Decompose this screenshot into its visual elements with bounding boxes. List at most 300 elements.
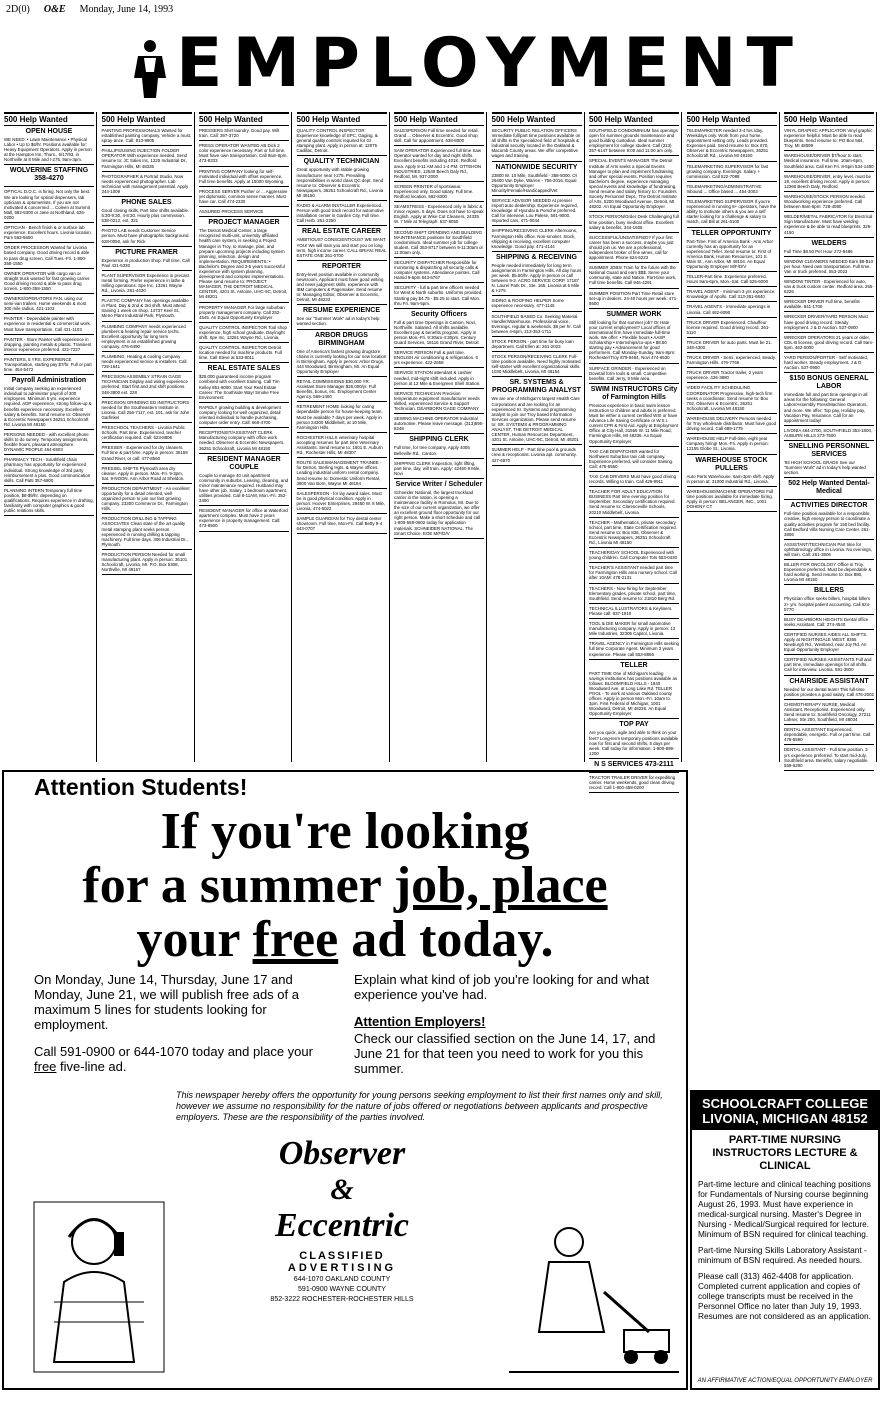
classified-ad [297, 261, 387, 306]
classified-ad [687, 272, 777, 287]
ad-text: PHILLIPS/USING INJECTION FOLDER OPERATOR With experience needed. Send resume to: JC Sales Inc, 1225 Industrial Dr., Farmington Hills, MI 48335 [101, 148, 188, 169]
classified-ad [394, 459, 484, 479]
classified-ad [102, 352, 192, 372]
ad-text: WAREHOUSE/STOCK PERSON needed. Woodworking experience preferred. Call between 9am-5pm: 728-4080 [784, 193, 866, 210]
ad-title: PICTURE FRAMER [115, 248, 178, 256]
ad-text: PRESSEL SHIFTS Plymouth area dry cleaner. Apply in person. Mon.-Fri. 9-3pm, Sat. 9-NOON. Ann Arbor Road at Sheldon. [101, 465, 185, 481]
ad-text: WRECKER DRIVER/YARD PERSON Must have good driving record. Steady employment. J & D Auction. 537-0900 [784, 314, 868, 330]
ad-text: TRUCK DRIVER - Semi, experienced, steady. Farmington Hills. 476-7766 [686, 355, 776, 366]
ad-text: QUALITY CONTROL INSPECTOR Experience knowledge of SPC, Gaging, & general quality controls required for GI stamping plant. Apply in person at: 12075 Cadillac, Detroit. [296, 128, 378, 154]
ad-title: $150 BONUS GENERAL LABOR [789, 375, 869, 391]
ad-text: SAMPLE GUARDIAN for Troy dental center showroom. Full time, Mon-Fri. Call Betty 9-4 643-0707 [296, 516, 383, 532]
notice-right-p2: Check our classified section on the June 14, 17, and June 21 for that teen you need to work for you this summer. [354, 1031, 656, 1076]
classified-ad [687, 434, 777, 454]
classified-ad [589, 639, 679, 659]
classified-ad [4, 243, 94, 268]
school-position-title: PART-TIME NURSING INSTRUCTORS LECTURE & CLINICAL [712, 1134, 858, 1172]
classified-ad [687, 368, 777, 383]
school-p1: Part-time lecture and clinical teaching positions for Fundamentals of Nursing course beginning August 26, 1993. Must have experience in medical-surgical nursing. Master's Degree in Nursing - Medical/Surgical required for lecture. Minimum of BSN required for clinical teaching. [698, 1179, 871, 1239]
ad-text: See our "Summer Work" ad in today's help wanted section. [296, 316, 380, 327]
ad-text: SPECIAL EVENTS MANAGER The Detroit Institute of Arts seeks a Special Events Manager to plan and implement fundraising and other special events. Position requires Bachelor's degree, experience managing special events and knowledge of fundraising. Send resume and salary history to: Founders Society Personnel Dept., The Detroit Institute of Arts, 5200 Woodward Avenue, Detroit, MI 48202. An Equal Opportunity Employer [589, 158, 677, 210]
ad-text: Full & part time Openings in Canton, Novi, Northville. Salaried. All shifts available. Excellent pay & benefits program. Apply in person Mon.-Fri. 9:30am-4:30pm. Century Guard Services, 18116 Grand River, Detroit [394, 319, 479, 346]
ad-text: WINDOW TINTER - Experienced for auto, van & truck custom center. Redford area. 255-6226 [784, 278, 874, 295]
column-heading: 500 Help Wanted [492, 112, 582, 126]
classified-column [587, 112, 682, 791]
classified-ad [394, 202, 484, 227]
classified-ad [4, 294, 94, 314]
classified-ad [589, 233, 679, 263]
ad-text: PHOTOGRAPHER & Portrait Studio. Now needs experienced photographer. Lab technician with management potential. Apply 344-1009 [101, 173, 189, 194]
classified-ad [589, 309, 679, 364]
classified-ad [589, 584, 679, 604]
classified-ad [784, 312, 874, 332]
classified-ad [199, 303, 289, 323]
ad-text: TEACHER/DAY SCHOOL Experienced with young children. Call Computer Tots 553-0430 [589, 550, 678, 561]
observer-eccentric-logo [182, 1136, 502, 1305]
classified-ad [687, 338, 777, 353]
ad-title: REPORTER [322, 262, 361, 270]
classified-ad [589, 156, 679, 212]
classified-ad [784, 615, 874, 630]
classified-ad [492, 312, 582, 337]
ad-title: QUALITY TECHNICIAN [303, 158, 380, 166]
ad-text: We are one of Michigan's largest Health Care Corporations and are looking for an experienced Sr. Systems and programming analyst to join our Troy based Information Services organization. Please send resume to: SR. SYSTEMS & PROGRAMMING ANALYST, THE DETROIT MEDICAL CENTER, Human Resources Department, 4201 St. Antoine, UHC-9C, Detroit, MI 48201 [491, 396, 580, 443]
ad-title: SR. SYSTEMS & PROGRAMMING ANALYST [492, 379, 581, 395]
ad-title: TELLER [620, 661, 648, 669]
classified-ad [589, 126, 679, 156]
ad-title: Service Writer / Scheduler [395, 480, 483, 488]
ad-text: The Detroit Medical Center, a large recognized multi-unit, university affiliated health care system, is seeking a Project Manager in Troy, to manage, plan, and prepare upcoming projects including system planning, selection, design and implementation. REQUIREMENTS: • Bachelor's Degree and 3-5 years successful experience with system planning, development and complex implementations. Please send resume to: PROJECT MANAGER, THE DETROIT MEDICAL CENTER, 4201 St. Antoine, UHC-9C, Detroit, MI 48201 [199, 228, 288, 300]
school-body [692, 1177, 878, 1323]
ad-text: Full Time $8.50 Per Hour 272-9486 [784, 248, 853, 254]
ad-text: RECEPTIONIST/ASSISTANT CLERK Manufacturing company with office work needed. Observer & Eccentric Newspapers, 36251 Schoolcraft, Livonia MI 48150 [199, 430, 285, 451]
ad-text: PRODUCTION PERSON Needed for small manufacturing plant. Apply in person: 36101 Schoolcraft, Livonia, MI. P.O. Box 5308, Northville, MI 48167 [101, 551, 188, 573]
ad-text: WRECKER OPERATORS 21 years or older, CDL-B license, good driving record. Call 9am-5pm. 462-0000 [784, 334, 874, 350]
ad-text: PLASTIC COMPANY has openings available in Plant. Day & 2nd & 3rd shift. Must attend training 1 week on shop. 14737 Keel St., Metro Plant Industrial Park, Plymouth. [101, 298, 189, 319]
banner-title: EMPLOYMENT [176, 24, 803, 103]
classified-ad [687, 353, 777, 368]
ad-text: STOCK PERSON/Order Desk Challenging full time position, busy medical office. Excellent salary & benefits. 344-1606 [589, 214, 679, 230]
ad-text: PAINTER - Store Painter with experience in drapping, painting metals & plastic. Transient interior experience preferred. 422-7227 [4, 336, 92, 352]
ad-text: TRAVEL AGENTS - Immediate openings in Livonia. Call 462-6090 [686, 304, 771, 315]
classified-ad [102, 372, 192, 397]
ad-text: SUMMER HELP - Part time pool & grounds crew & receptionist. Livonia apt. community. 427-6970 [491, 447, 577, 463]
ad-text: Physician office seeks billers, hospital billers 2+ yrs. hospital patient accounting. Call 624-5770 [784, 596, 871, 612]
classified-ad [589, 447, 679, 472]
ad-text: SECURITY - full & part time officers needed for West & North suburbs. Uniforms provided. Starting pay $4.75 - $5.25 to start. Call Mon. thru Fri. 9am-5pm. [394, 285, 483, 306]
classified-ad [102, 322, 192, 352]
ad-text: RETIREMENT HOME looking for caring dependable person for house-keeping team. Must be available 7 days per week. Apply in person 24300 Middlebelt, at 10 Mile, Farmington Hills. [296, 404, 383, 430]
ad-text: WAREHOUSE/DRIVER $7/hour to start. Medical insurance. Full time. 10am-6pm, Southfield area. Call Ken Fri. 8-5pm 534-1480 [784, 153, 874, 169]
notice-left-p1: On Monday, June 14, Thursday, June 17 and Monday, June 21, we will publish free ads of a maximum 5 lines for students looking for employment. [34, 972, 299, 1032]
ad-text: SURFACE GRINDER - Experienced on Dovetail form tools & small. Competitive benefits. Call Jerry, 9 Mile area. [589, 365, 667, 381]
classified-column [392, 112, 487, 762]
ad-text: PLANT SUPERVISOR Experience in precast metal forming. Prefer experience in lathe & milling operations. Spe Inc, 13261 Wayne Rd., Livonia. 261-4430 [101, 272, 189, 294]
school-header [692, 1092, 878, 1130]
ad-title: TELLER OPPORTUNITY [691, 229, 772, 237]
classified-ad [4, 335, 94, 355]
ad-title: OPEN HOUSE [25, 128, 73, 135]
ad-text: SALESPERSON - for lay award sales. Must be in good physical condition. Apply in person: Hoover Enterprises, 29450 W. 8 Mile, Livonia. 474-6022 [296, 490, 386, 511]
ad-text: BUSY DEARBORN HEIGHTS Dental office seeks Assistant. Call: 274-4540 [784, 616, 869, 627]
classified-ad [394, 309, 484, 348]
ad-title: REAL ESTATE SALES [207, 365, 281, 373]
ad-title: SHIPPING CLERK [409, 436, 469, 444]
ad-text: TAXI CAB DRIVERS Must have good driving records. Willing to train. Call 429-9911 [589, 473, 677, 485]
ad-text: WINDOW CLEANERS NEEDED Earn $8-$10 per hour. Need own transportation. Full time. Van or truck preferred. 553-2023 [784, 258, 874, 274]
student-on-phone-illustration [24, 1192, 174, 1382]
classified-ad [199, 217, 289, 302]
ad-text: '93 HIGH SCHOOL GRADS See our "Summer Work" ad in today's help wanted section. [784, 460, 866, 476]
classified-ad [492, 252, 582, 297]
ad-text: OPTICIAN - Bench finish & or surface lab experience. Excellent hours. Livonia location. Pam 563-5600 [4, 225, 92, 241]
classified-ad [4, 223, 94, 243]
ad-text: PRESSERS Shirt laundry. Good pay. Will train. Call: 397-3720 [199, 128, 280, 139]
ad-text: DENTAL ASSISTANT Experienced, dependable, energetic. Full or part time. Call 478-5590 [784, 727, 871, 743]
column-heading: 500 Help Wanted [589, 112, 679, 126]
classified-ad [297, 433, 387, 458]
notice-disclaimer: This newspaper hereby offers the opportunity for young persons seeking employment to list their first names only and skill, however we assume no responsibility for the nature of jobs offered or negotiations between applicants and prospective employers. These are the responsibility of the parties involved. [176, 1090, 663, 1122]
ad-text: TOOL & DIE MAKER for small automotive manufacturing company. Apply in person: 12 Mile Industries, 32305 Capitol, Livonia. [589, 621, 676, 637]
brand-phone-oakland: 644-1070 OAKLAND COUNTY [293, 1276, 391, 1283]
classified-ad [492, 337, 582, 352]
classified-ad [102, 484, 192, 514]
ad-text: PART TIME One of Michigan's leading savings institutions has positions available as follows: BLOOMFIELD HILLS - 1840 Woodward Ave. at Long Lake Rd. TELLER POOL - To work at various Oakland county offices. Apply in person Mon.-Fri. 10am to 3pm. First Federal of Michigan, 1001 Woodward, Detroit, MI 48226. An Equal Opportunity Employer [589, 670, 678, 717]
ad-text: SALESPERSON Full time needed for retail. Grand ... Observer & Eccentric. Good shop skill. Call for appointment. 538-8000 [394, 128, 479, 144]
column-heading: 500 Help Wanted [199, 112, 289, 126]
ad-title: SUMMER WORK [606, 310, 662, 318]
classified-ad [102, 550, 192, 575]
classified-ad [394, 368, 484, 388]
ad-text: SEWING MACHINE OPERATOR Industrial automotive. Please leave message. (313)595-8248 [394, 416, 484, 432]
ad-title: ACTIVITIES DIRECTOR [790, 502, 868, 510]
classified-ad [784, 540, 874, 560]
notice-employers-heading: Attention Employers! [354, 1014, 486, 1029]
notice-right-column [354, 972, 674, 1088]
classified-ad [492, 296, 582, 311]
classified-ad [102, 197, 192, 226]
school-p2: Part-time Nursing Skills Laboratory Assistant - minimum of BSN required. As needed hours. [698, 1245, 867, 1265]
classified-ad [784, 478, 874, 500]
ad-title: 502 Help Wanted Dental-Medical [788, 480, 870, 496]
ad-text: ROCHESTER HILLS veterinary hospital accepting resumes for part time Veterinary Assistants. Send resume to: 1601 E. Auburn Rd., Rochester Hills, MI 48307 [296, 434, 383, 456]
classified-ad [687, 162, 777, 182]
classified-ad [199, 363, 289, 402]
ad-text: SERVICE TECHNICIAN Precision temperature equipment manufacturer needs skilled, experienced Service & Support Technician. DEARBORN GAGE COMPANY [394, 390, 480, 412]
classified-ad [784, 373, 874, 426]
notice-kicker: Attention Students! [34, 774, 248, 800]
classified-ad [297, 126, 387, 156]
ad-text: PLUMBING COMPANY needs experienced plumbers & heating repair service techs. Excellent opportunity for long term employment in an established growing company. 476-6490 [101, 323, 186, 349]
classified-ad [784, 238, 874, 257]
classified-ad [784, 333, 874, 353]
classified-ad [784, 151, 874, 171]
ad-text: RADIO & ALARM INSTALLER Experienced. Person with good track record for automotive installation center in Garden City. Full time. Call Herb. 261-2250 [296, 203, 384, 224]
classified-ad [492, 126, 582, 162]
classified-ad [199, 403, 289, 428]
ad-text: Are you quick, agile and able to think on your feet? Long-term temporary positions available now for first and second shifts, 5 days per week. Call today for information: 1-800-899-1200 [589, 730, 679, 756]
ad-text: TELEMARKETING SUPERVISOR for fast growing company. Evenings. Salary + commission. Call 522-7088 [686, 163, 769, 179]
ad-title: SHIPPING & RECEIVING [496, 253, 577, 261]
classified-ad [589, 518, 679, 548]
classified-ad [394, 479, 484, 539]
ad-text: OWNERS/OPERATORS FAN, using our semi-van trailers. Home weekends & most 300 mile radius. 421-1103 [4, 296, 87, 312]
ad-text: TELEMARKETING/ADMINISTRATIVE Inbound ... Office based ... 454-3003 [686, 183, 762, 194]
classified-column [685, 112, 780, 762]
classified-ad [4, 486, 94, 516]
classified-ad [687, 383, 777, 413]
ad-text: QUALITY CONTROL INSPECTOR Tool shop experience, high school graduate. Day/night shift. Spe Inc, 13261 Wayne Rd., Livonia. [199, 324, 287, 340]
ad-title: WAREHOUSE STOCK PULLERS [695, 456, 768, 472]
ad-text: WE NEED: • Lawn Maintenance • Physical Labor • Up to $6/hr. Positions available for: Heavy Equipment Operators. Apply in person at the Hampton Inn, Thurs., 6/17/93, in Northville at 8 Mile and I-275, 9am-3pm. [4, 137, 92, 163]
ad-text: Full-time position available for a responsible, creative, high energy person to coordinate a quality activities program for 150 bed facility. Call Bedford Villa Nursing Care Center. 261-3806 [784, 511, 871, 537]
ad-title: N S SERVICES 473-2111 [594, 760, 674, 768]
lawn-mower-illustration [509, 1212, 679, 1382]
ad-text: ASSURED PROCESS SERVICE [199, 209, 264, 215]
classified-ad [687, 414, 777, 434]
ad-text: Part-Time. First of America Bank - Ann Arbor currently has an opportunity for an experienced Teller. Send resume to: First of America Bank, Human Resources, 101 S. Main St., Ann Arbor, MI 48104. An Equal Opportunity Employer M/F/D/V [686, 238, 773, 269]
classified-ad [297, 514, 387, 534]
classified-ad [102, 443, 192, 463]
classified-ad [394, 146, 484, 182]
ad-text: SERVICE STATION attendant & cashier needed, mid-night shift included. Apply in person at 12 Mile & Evergreen Shell Station. [394, 370, 481, 386]
classified-ad [589, 660, 679, 720]
ad-text: Good closing skills, Part time shifts available. 5:30-9:30, 4-8:30. Hourly plus commission. 538-0212, ext. 321 [101, 208, 190, 224]
notice-headline: If you're looking for a summer job, place your free ad today. [82, 803, 608, 968]
classified-column [782, 112, 877, 768]
ad-text: TEACHERS - Now hiring for September. Elementary grades, private school, part time, Southfield. Send resume to: 21810 Berg Rd. [589, 585, 677, 601]
classified-ad [102, 226, 192, 246]
ad-text: PLUMBING, Heating & cooling company needs experienced service & installers. Call 729-1641 [101, 354, 187, 370]
ad-text: PRESCHOOL TEACHERS - Livonia Public Schools. Part time. Experienced, teacher certification required. Call: 523-8806 [101, 425, 185, 441]
classified-ad [784, 676, 874, 700]
ad-text: ASSISTANT/TECHNICIAN Part time for ophthalmology office in Livonia. No evenings, will train. Call: 261-3806 [784, 541, 873, 557]
classified-ad [394, 182, 484, 202]
ad-text: TELEMARKETING SUPERVISOR If you're experienced in running 8+ operators, have the ability to motivate others & you are a self starter looking for a challenge & salary to match, call Bill at 261-6100 [686, 199, 777, 225]
classified-ad [102, 172, 192, 197]
column-heading: 500 Help Wanted [297, 112, 387, 126]
ad-text: PAINTERS, 5 YRS. EXPERIENCE Transportation, starting pay $7/hr. Full or part time. 454-5472 [4, 356, 92, 373]
ad-text: TRUCK DRIVER for auto parts. Must be 21. 348-4300 [686, 339, 772, 350]
classified-ad [297, 377, 387, 402]
ad-text: TRACTOR TRAILER DRIVER for expediting carrier. Home weekends, good clean driving record. Call 1-800-458-0200 [589, 774, 676, 791]
classified-ad [394, 434, 484, 458]
ad-text: 23800 W. 10 Mile, Southfield - 358-5000. Or 29400 Van Dyke, Warren - 756-2016. Equal Opportunity Employer Minority/Female/Handicapped/Vet [491, 172, 578, 193]
column-heading: 500 Help Wanted [394, 112, 484, 126]
ad-title: RESUME EXPERIENCE [302, 307, 381, 315]
ad-text: TAXI CAB DISPATCHER wanted for Northwest Suburban taxi cab company. Experience preferred, will consider training. Call: 476-5560 [589, 448, 674, 469]
column-heading: 500 Help Wanted [687, 112, 777, 126]
notice-right-p1: Explain what kind of job you're looking for and what experience you've had. [354, 972, 650, 1002]
classified-ad [687, 126, 777, 162]
classified-ad [4, 165, 94, 187]
classified-ad [394, 414, 484, 434]
ad-text: CHEMOTHERAPY NURSE, Medical Assistant, Receptionist. Experienced only. Send resume to: Southfield Oncology, 27211 Lahser, Ste 200, Southfield, MI 48034 [784, 701, 871, 723]
classified-column [100, 112, 195, 762]
ad-text: PAINTER - Dependable painter with experience in residential & commercial work. Must have transportation. Call 421-1103 [4, 316, 91, 332]
school-name: SCHOOLCRAFT COLLEGE [701, 1096, 869, 1111]
ad-text: PRINTING COMPANY looking for self-motivated individual with offset experience. Full time benefits. Apply at 15000 Wyoming. [199, 168, 285, 184]
notice-left-column [34, 972, 334, 1086]
ad-text: STOCK PERSON/RECEIVING CLERK Full-time position available. Need highly motivated self-starter with excellent organizational skills. 1030 Middlebelt, Livonia, MI 48154 [491, 354, 581, 375]
ad-text: RESIDENT MANAGER for office at Waterford apartment complex. Must have 2 years experience in property management. Call: 473-8500 [199, 508, 288, 529]
ad-text: PLANNING INTERN Temporary full time position, $8-$9/hr. depending on qualifications. Requires experience in drafting, familiarity with computer graphics & good public relations skills. [4, 487, 94, 514]
classified-ad [589, 364, 679, 384]
ad-text: WAREHOUSE/MACHINE OPERATORS Full time positions available for immediate hiring. Apply in person: BELANGER, INC., 1001 DOHENY CT [686, 488, 774, 509]
page-header [6, 4, 878, 18]
classified-ad [589, 487, 679, 517]
classified-ad [492, 377, 582, 445]
classified-ad [687, 228, 777, 273]
classified-ad [102, 423, 192, 443]
ad-text: SUCCESSFUL/UNSATISFIED? If your first career has been a success, maybe you just should join us. We are a professional, independent broker of fine wines, call for appointment. Phone 624-6223 [589, 234, 674, 261]
notice-left-p2: Call 591-0900 or 644-1070 today and place your free five-line ad. [34, 1044, 313, 1074]
ad-title: REAL ESTATE CAREER [302, 228, 381, 236]
classified-ad [4, 269, 94, 294]
classified-ad [199, 428, 289, 453]
classified-ad [4, 187, 94, 223]
classified-ad [102, 146, 192, 171]
ad-text: People needed immediately for long term assignments in Farmington Hills. All day hours per week. $5.50/hr. Apply in person or call between 9-3. ACRO SERVICE CORP. 17187 N. Laurel Park Dr., Ste. 165, Livonia at 6 Mile & I-275 [491, 262, 582, 294]
ad-title: Security Officers [410, 310, 468, 318]
classified-ad [784, 277, 874, 297]
ad-text: WAREHOUSE DELIVERY Persons needed for Troy wholesale distributor. Must have good driving record. Call 689-1775 [686, 415, 777, 432]
ad-title: PROJECT MANAGER [208, 219, 280, 227]
ad-text: SECOND SHIFT GRINDING AND BUILDING MAINTENANCE positions for Southfield condominium. Ideal summer job for college student. Call 353-8717 between 9-11:30am or 11:00am only. [394, 229, 484, 255]
classified-ad [4, 455, 94, 485]
schoolcraft-college-ad [690, 1090, 880, 1390]
ad-text: PHARMACY TECH - Southfield chain pharmacy has opportunity for experienced individual. Strong knowledge of 3rd party reimbursement a plus. Good communication skills. Call Patti 357-6800 [4, 457, 91, 483]
classified-ad [589, 472, 679, 487]
ad-text: Immediate full and part time openings in all areas for the following: General Labor/Assembly Press/Machine Operators, and more. We offer: Top pay, Holiday pay, Vacation Pay, Insurance. Call for an appointment today! [784, 392, 868, 423]
classified-ad [199, 454, 289, 507]
classified-ad [394, 258, 484, 283]
classified-ad [394, 126, 484, 146]
classified-ad [687, 287, 777, 302]
ad-text: SHIPPING/RECEIVING CLERK Afternoons, Farmington Hills office. Non-smoker. Stock, shipping & receiving, excellent computer knowledge. Good pay. 471-4144 [491, 228, 578, 249]
classified-ad [784, 212, 874, 237]
classified-ad [102, 126, 192, 146]
classified-ad [4, 126, 94, 165]
ad-text: CERTIFIED NURSES ASSISTANTS Full and part time, immediate openings for all shifts. Call for interview. Livonia. 591-3800 [784, 657, 872, 673]
ad-text: PAINTING PROFESSIONALS Wanted for established painting company. Vehicle a must, spray-ance. Call: 813-9905 [101, 128, 192, 144]
ad-title: TOP PAY [619, 721, 649, 729]
ad-text: DENTAL ASSISTANT - Full time position. 3 yrs experience preferred. To start mid-July. Southfield area. Benefits, salary negotiable. 559-6290 [784, 747, 869, 768]
paper-name: O&E [43, 4, 66, 15]
student-notice [2, 770, 688, 1390]
classified-ad [687, 182, 777, 197]
classified-ad [102, 464, 192, 484]
school-p3: Please call (313) 462-4408 for application. Completed current application and copies of college transcripts must be received in the Personnel Office no later than July 19, 1993. Resumes are not considered as an application. [698, 1271, 871, 1321]
ad-title: BILLERS [814, 587, 844, 595]
page-number: 2D(0) [6, 4, 30, 15]
classified-ad [492, 196, 582, 226]
classified-ad [492, 226, 582, 251]
ad-text: BILLER FOR ONCOLOGY Office in Troy. Experience preferred. Must be dependable & hard working. Send resume to: Box 880, Livonia MI 48150 [784, 562, 872, 583]
classified-ad [687, 302, 777, 317]
ad-text: SHIPPING CLERK Inspection, light lifting, part time, day, will train. Apply: 42460 9 Mile, Novi [394, 460, 481, 476]
classified-ad [784, 745, 874, 770]
classified-ad [199, 343, 289, 363]
ad-text: TRAVEL AGENT - minimum 3 yrs experience. Knowledge of Apollo. Call 313-351-6840 [686, 289, 776, 300]
classified-ad [492, 162, 582, 196]
school-footer: AN AFFIRMATIVE ACTION/EQUAL OPPORTUNITY EMPLOYER [697, 1378, 873, 1384]
classified-ad [784, 441, 874, 478]
ad-text: AMBITIOUS? CONSCIENTIOUS? WE WANT YOU! We will train you and start you on long term, high income career. CALL BRIAN: REAL ESTATE ONE 261-0700 [296, 237, 387, 258]
classified-ad [394, 228, 484, 258]
ad-text: One of America's fastest growing drugstore chains is currently looking for our new location in Birmingham. Apply in person: Arbor Drugs, 444 Woodward, Birmingham, MI. An Equal Opportunity Employer [296, 348, 387, 374]
ad-text: Great opportunity with stable growing manufacturer near I-275. Prevailing responsibilities in world class QC dept. Send resume to: Observer & Eccentric Newspapers, 36251 Schoolcraft Rd., Livonia MI 48150 [296, 167, 384, 198]
ad-text: VINYL GRAPHIC APPLICATOR Vinyl graphic experience helpful. Must be able to read blueprints. Send resume to: PO Box 564, Troy, MI 48099 [784, 128, 873, 149]
ad-text: TELLER-Part time. Experience preferred. Hours 9am-6pm, Mon.-Sat. Call 525-6000 [686, 274, 769, 285]
ad-text: PRESS OPERATOR WANTED AB Dick 2 color experience necessary. Part or full time. Must have own transportation. Call 9am-5pm. 473-8333 [199, 143, 288, 164]
ad-text: PHOTO LAB needs Customer Service person. Must have photographic background. 628-0050, ask for Rick [101, 228, 190, 244]
classified-ad [394, 283, 484, 308]
ad-title: PHONE SALES [121, 199, 172, 207]
classified-ad [297, 226, 387, 260]
classified-ad [199, 141, 289, 166]
classified-ad [297, 489, 387, 514]
classified-ad [4, 314, 94, 334]
classified-ad [589, 619, 679, 639]
ad-text: LIVONIA 464-2700, SOUTHFIELD 353-1800, AUBURN HILLS 373-7500 [784, 427, 873, 438]
brand-classified: CLASSIFIED [299, 1250, 385, 1262]
ad-title: WOLVERINE STAFFING 358-4270 [9, 167, 89, 183]
classified-ad [687, 197, 777, 227]
classified-ad [589, 289, 679, 309]
classified-ad [492, 445, 582, 465]
classified-ad [784, 655, 874, 675]
ad-text: OWNER OPERATOR with cargo van or straight truck wanted for fast growing carrier. Good driving record & able to pass drug screen. 1-800-358-1550 [4, 270, 91, 291]
ad-text: STOCK PERSON - part time for busy loan department. Call Ellen at: 261-2023 [491, 338, 574, 349]
classified-ad [687, 455, 777, 487]
ad-text: TELEMARKETER needed 3-4 hrs./day. Weekdays only. Work from your home. Appointment setting only. Leads provided. Expenses paid. Send resume to: Box 670, Observer & Eccentric Newspapers, 36251 Schoolcraft Rd., Livonia MI 48150 [686, 128, 769, 159]
classified-ad [297, 305, 387, 329]
brand-advertising: ADVERTISING [287, 1262, 397, 1274]
ad-text: SERVICE PERSON Full & part time. ENGLISH Air conditioning & refrigeration. 5 yrs experience. 422-2658 [394, 350, 478, 366]
classified-ad [589, 719, 679, 758]
classified-ad [102, 247, 192, 271]
ad-text: Needed for our dental team! This full-time position provides a good salary. Call 476-2002 [784, 686, 874, 697]
ad-text: Auto Parts Warehouse. 6am-3pm shift. Apply in person at: 31000 Industrial Rd., Livonia. [686, 473, 774, 484]
ad-text: OPTICAL D.O.C. is hiring. Not only the best. We are looking for optical dispensers, lab opticians & optometrists. If you are not motivated & concerned ... Coleen at Summit Mall, 682-5300 or Jane at Northland, 626-0200 [4, 189, 91, 220]
classified-ad [199, 207, 289, 217]
ad-text: Schneider National, the largest truckload carrier in the nation, is opening a maintenance facility in Romulus, MI. Due to the size of our current organization, we offer an excellent ground floor opportunity for our right person. Make a short schedule and call 1-800-558-0602 today for application materials. SCHNEIDER NATIONAL. The Smart Choice. EOE M/F/D/V [394, 489, 481, 536]
ad-text: TRUCK DRIVER Tractor trailer, 2 years experience. 426-3880 [686, 370, 764, 381]
ad-text: TEACHER - Mathematics, private secondary school, part time, State Certification required. Send resume to: Box 836, Observer & Eccentric Newspapers, 36251 Schoolcraft Rd., Livonia MI 48150 [589, 519, 677, 545]
classified-ad [394, 348, 484, 368]
ad-text: Experience in production shop. Full time. Call Paul 421-5330 [101, 257, 190, 268]
classified-ad [784, 172, 874, 192]
ad-text: VIDEO FACILITY SCHEDULING COORDINATOR Progressive, high-tech firm seeks a coordinator. Send resume to: Box 702, Observer & Eccentric, 36251 Schoolcraft, Livonia MI 48150 [686, 385, 773, 411]
brand-ampersand: & [330, 1173, 354, 1206]
ad-text: SUMMER POSITION Part Time Retail store set-up in dealers. 24-40 hours per week. 471-8600 [589, 290, 678, 306]
classified-ad [784, 126, 874, 151]
ad-text: WELDER/METAL FABRICATOR for Electrical Sign Manufacturer. Must have welding experience & be able to read blueprints. 326-4150 [784, 214, 873, 235]
ad-text: PERSONS NEEDED - with excellent phone skills to do survey. Temporary assignments, flexible hours, pleasant atmosphere. DYNAMIC PEOPLE 464-6503 [4, 431, 89, 453]
ad-text: WAREHOUSE/DRIVER, entry level, must be 18, excellent driving record. Apply in person: 12360 Beech Daly, Redford. [784, 173, 871, 189]
classified-ad [394, 389, 484, 414]
employment-banner [0, 18, 884, 110]
ad-text: SOUTHFIELD CONDOMINIUM has openings open for summer grounds maintenance and good building custodian. Ideal summer employment for college student. Call (313) 357-6147 between 9:00 and 11:00 am only. [589, 128, 678, 154]
classified-ad [784, 353, 874, 373]
classified-ad [199, 167, 289, 187]
ad-text: TEACHER FOR ADULT EDUCATION BUSINESS Part time evening position for September. Secondary certification required. Send resume to: Clarenceville Schools, 20210 Middlebelt, Livonia [589, 489, 676, 515]
ad-text: SECURITY PUBLIC RELATION OFFICERS Immediate full/part time positions available on all shifts in the specialized field of hospitals & industrial security located in the Oakland & Macomb County areas. We offer competitive wages and training. [491, 128, 581, 159]
classified-ad [297, 156, 387, 201]
ad-text: WRECKER DRIVER Full time, benefits available. 941-1700 [784, 299, 860, 310]
classified-ad [589, 548, 679, 563]
